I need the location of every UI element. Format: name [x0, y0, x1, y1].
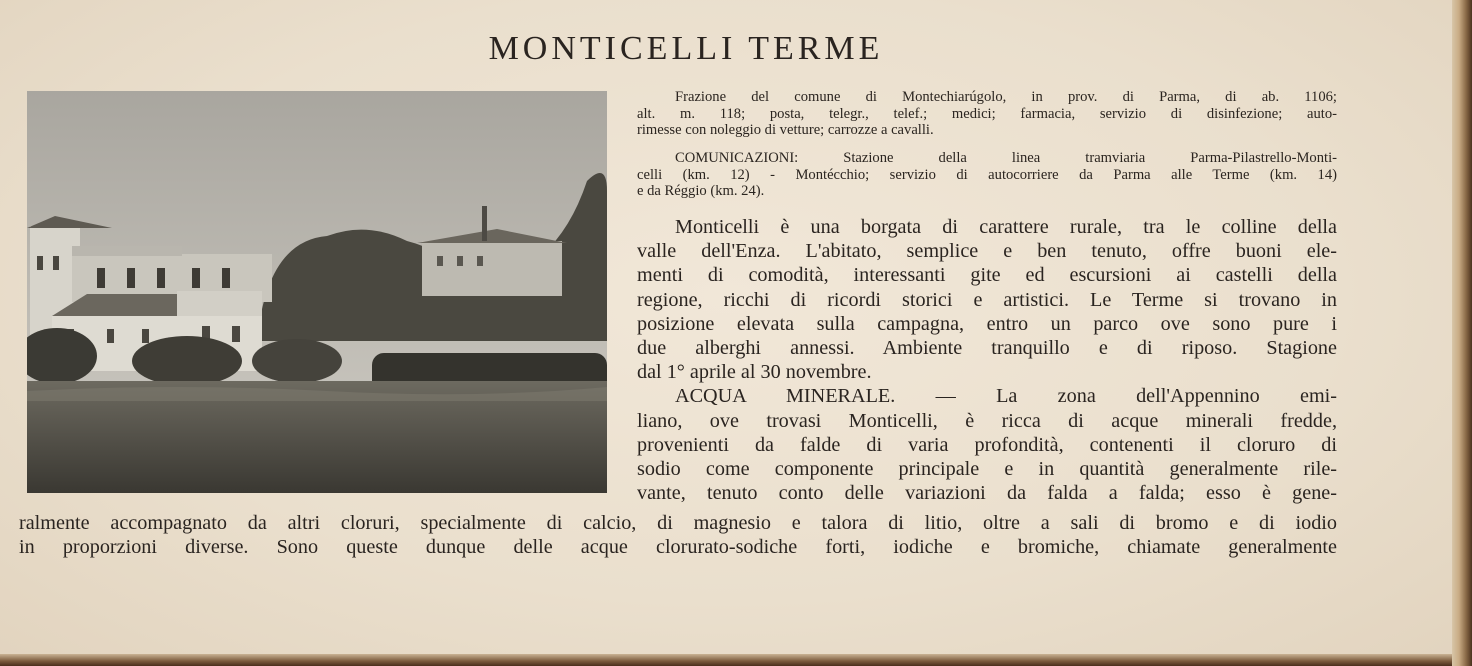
body-line: vante, tenuto conto delle variazioni da falda a falda; esso è gene-	[637, 482, 1337, 505]
body-line: in proporzioni diverse. Sono queste dunque delle acque clorurato-sodiche forti, iodiche e bromiche, chiamate generalmente	[19, 536, 1337, 559]
info-line: Frazione del comune di Montechiarúgolo, in prov. di Parma, di ab. 1106;	[675, 89, 1337, 105]
body-line: regione, ricchi di ricordi storici e artistici. Le Terme si trovano in	[637, 288, 1337, 311]
body-line: ralmente accompagnato da altri cloruri, specialmente di calcio, di magnesio e talora di litio, oltre a sali di bromo e di iodio	[19, 512, 1337, 534]
comunicazioni-paragraph	[637, 150, 1337, 200]
body-line: provenienti da falde di varia profondità, contenenti il cloruro di	[637, 433, 1337, 456]
comm-line: COMUNICAZIONI: Stazione della linea tramviaria Parma-Pilastrello-Monti-	[675, 150, 1337, 166]
body-line: ACQUA MINERALE. — La zona dell'Appennino emi-	[675, 385, 1337, 408]
body-line: dal 1° aprile al 30 novembre.	[637, 361, 872, 384]
page-edge	[1452, 0, 1472, 666]
photo-thermal-buildings	[27, 91, 607, 493]
body-line: Monticelli è una borgata di carattere rurale, tra le colline della	[675, 216, 1337, 238]
page-bottom-edge	[0, 654, 1452, 666]
body-text-beside-photo	[637, 215, 1337, 505]
page-title: MONTICELLI TERME	[488, 30, 884, 67]
photo-illustration	[27, 91, 607, 493]
body-line: sodio come componente principale e in quantità generalmente rile-	[637, 458, 1337, 481]
body-line: due alberghi annessi. Ambiente tranquillo e di riposo. Stagione	[637, 337, 1337, 360]
body-line: menti di comodità, interessanti gite ed escursioni ai castelli della	[637, 264, 1337, 287]
body-line: valle dell'Enza. L'abitato, semplice e ben tenuto, offre buoni ele-	[637, 240, 1337, 263]
body-text-full-width	[19, 511, 1337, 559]
body-line: posizione elevata sulla campagna, entro un parco ove sono pure i	[637, 312, 1337, 335]
comm-line: e da Réggio (km. 24).	[637, 183, 765, 200]
body-line: liano, ove trovasi Monticelli, è ricca di acque minerali fredde,	[637, 409, 1337, 432]
comm-line: celli (km. 12) - Montécchio; servizio di autocorriere da Parma alle Terme (km. 14)	[637, 166, 1337, 183]
info-line: rimesse con noleggio di vetture; carrozze a cavalli.	[637, 122, 934, 139]
info-line: alt. m. 118; posta, telegr., telef.; medici; farmacia, servizio di disinfezione; auto-	[637, 105, 1337, 122]
info-paragraph	[637, 89, 1337, 139]
